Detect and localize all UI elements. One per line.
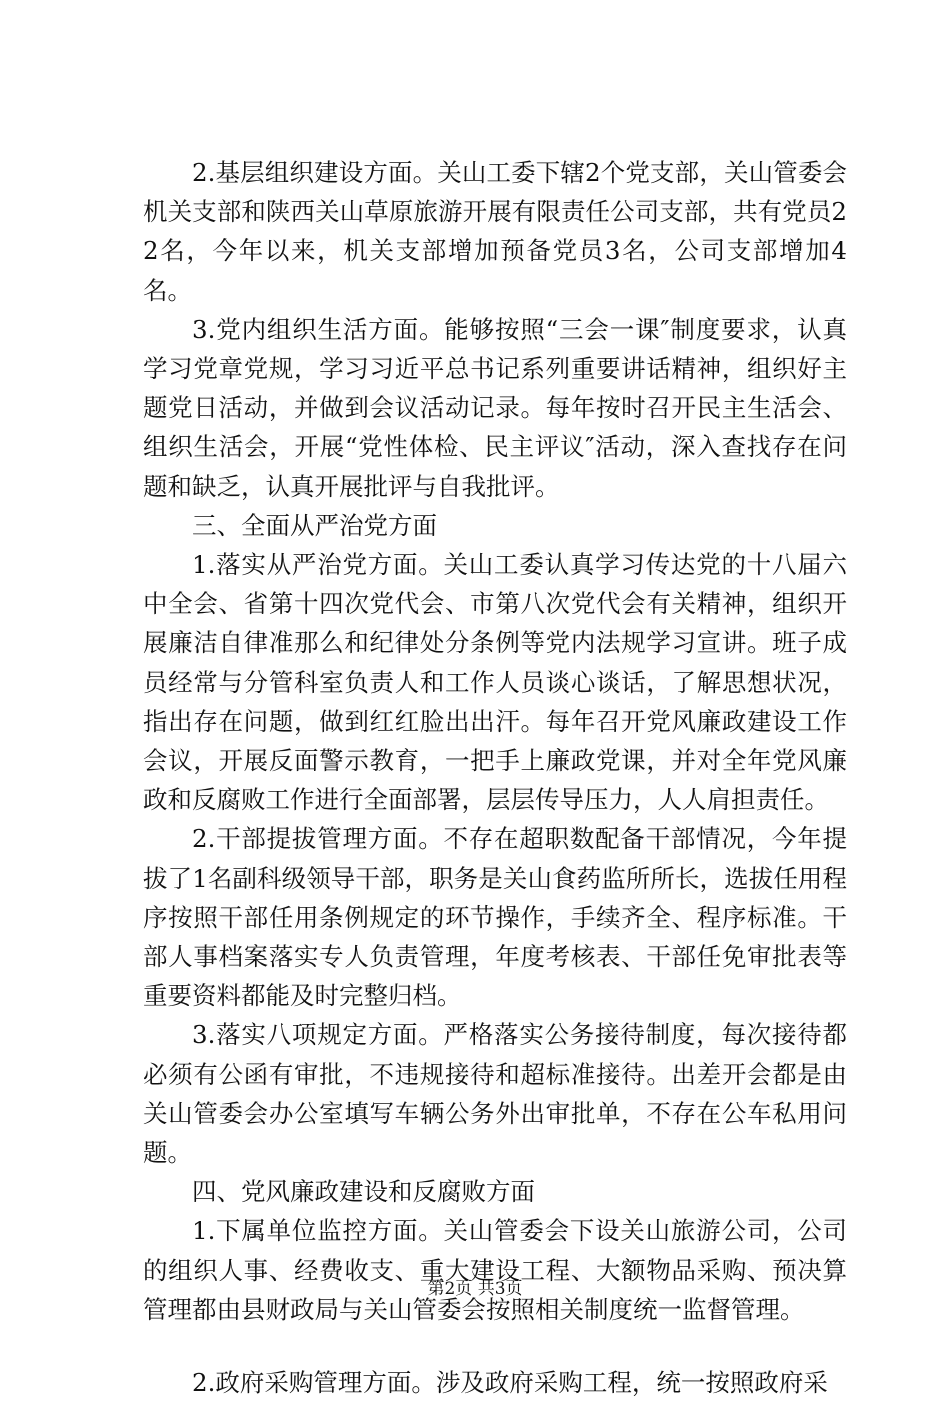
paragraph-government-procurement: 2.政府采购管理方面。涉及政府采购工程，统一按照政府采: [192, 1368, 828, 1398]
paragraph-strict-governance: 1.落实从严治党方面。关山工委认真学习传达党的十八届六中全会、省第十四次党代会、市第八次党代会有关精神，组织开展廉洁自律准那么和纪律处分条例等党内法规学习宣讲。班子成员经常与分管科室负责人和工作人员谈心谈话，了解思想状况，指出存在问题，做到红红脸出出汗。每年召开党风廉政建设工作会议，开展反面警示教育，一把手上廉政党课，并对全年党风廉政和反腐败工作进行全面部署，层层传导压力，人人肩担责任。: [143, 550, 847, 815]
paragraph-gap: [143, 1329, 847, 1363]
document-body: [143, 153, 847, 1402]
paragraph-subordinate-monitoring: 1.下属单位监控方面。关山管委会下设关山旅游公司，公司的组织人事、经费收支、重大建设工程、大额物品采购、预决算管理都由县财政局与关山管委会按照相关制度统一监督管理。: [143, 1216, 847, 1324]
page-footer: 第2页 共3页: [427, 1279, 523, 1299]
paragraph-grassroots-organization: 2.基层组织建设方面。关山工委下辖2个党支部，关山管委会机关支部和陕西关山草原旅游开展有限责任公司支部，共有党员22名，今年以来，机关支部增加预备党员3名，公司支部增加4名。: [143, 158, 847, 305]
section-heading-strict-governance: 三、全面从严治党方面: [192, 510, 437, 540]
paragraph-cadre-promotion: 2.干部提拔管理方面。不存在超职数配备干部情况，今年提拔了1名副科级领导干部，职务是关山食药监所所长，选拔任用程序按照干部任用条例规定的环节操作，手续齐全、程序标准。干部人事档案落实专人负责管理，年度考核表、干部任免审批表等重要资料都能及时完整归档。: [143, 824, 847, 1011]
section-heading-anti-corruption: 四、党风廉政建设和反腐败方面: [192, 1177, 535, 1207]
paragraph-eight-regulations: 3.落实八项规定方面。严格落实公务接待制度，每次接待都必须有公函有审批，不违规接待和超标准接待。出差开会都是由关山管委会办公室填写车辆公务外出审批单，不存在公车私用问题。: [143, 1020, 847, 1168]
paragraph-party-life: 3.党内组织生活方面。能够按照“三会一课″制度要求，认真学习党章党规，学习习近平总书记系列重要讲话精神，组织好主题党日活动，并做到会议活动记录。每年按时召开民主生活会、组织生活会，开展“党性体检、民主评议″活动，深入查找存在问题和缺乏，认真开展批评与自我批评。: [143, 314, 847, 501]
